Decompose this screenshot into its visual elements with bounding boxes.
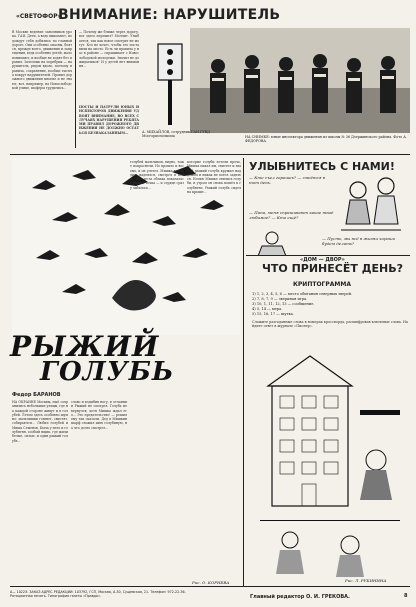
story-column-1: НА ОКРАИНЕ Москвы, ещё сохранились небольшие улицы, где на каждой стороне живут и в голубей. Летом здесь особенно шумно: мальчишки гоняют, свистят, собираются... Любил голубей и Миша Семенов. Была у него и голубятня, особый ящик, где жили белые, сизые, и один рыжий голубь... xyxy=(12,400,68,443)
humor-section-title: УЛЫБНИТЕСЬ С НАМИ! xyxy=(249,160,395,173)
clue-2: 2) 7, 8, 7, 9 — звериная игра. xyxy=(252,297,308,301)
column-divider xyxy=(75,30,76,148)
traffic-light-illustration xyxy=(148,30,192,130)
rubric-tag: «СВЕТОФОР» xyxy=(16,13,62,20)
signal-middle-icon xyxy=(167,59,173,65)
imprint-line-2: Ротационная печать. Типография газеты «Правда». xyxy=(10,594,102,598)
section-divider xyxy=(10,154,410,155)
clue-4: 4) 5, 14 — мера. xyxy=(252,307,283,311)
chief-editor: Главный редактор О. И. ГРЕКОВА. xyxy=(250,594,350,600)
crypto-clues xyxy=(252,292,408,317)
photo-young-inspectors xyxy=(190,28,410,133)
photo-caption: НА СНИМКЕ: юные инспектора движения из школы № 36 Дзержинского района. Фото А. ФЕДОРОВА xyxy=(245,135,407,144)
article-column-2: — Почему же ближе через дорогу, вот здесь перешел? Молчит. Улыбается, так как вовсе смотрит не могут. Кто не хочет, чтобы его поставили на место. Есть ли правила у нас в районе — спрашивает с Новослободской молодежи. Значит не дожидаешься! И у детей нет внимания... xyxy=(79,30,139,69)
clue-1: 1) 1, 2, 3, 4, 5, 6 — место обитания северных зверей. xyxy=(252,292,353,296)
article-column-3: ПОСТЫ И ПАТРУЛИ ЮНЫХ ИНСПЕКТОРОВ ДВИЖЕНИЯ УДВОЯТ ВНИМАНИЕ, ВО ВСЕХ СЛУЧАЯХ НАРУШЕНИЯ РЕБЯТАМИ ПРАВИЛ ДОРОЖНОГО ДВИЖЕНИЯ НЕ ДОЛЖНО ОСТАТЬСЯ БЕЗНАКАЗАННЫМ... xyxy=(79,105,139,135)
joke-2: — Папа, меня спрашивают какое твоё любимое? — Кто ещё? xyxy=(249,210,334,220)
clue-5: 5) 15, 16, 17 — шутка. xyxy=(252,312,294,316)
crypto-title: ЧТО ПРИНЕСЁТ ДЕНЬ? xyxy=(262,262,403,275)
section-divider xyxy=(246,255,410,256)
joke-3: — Пусть, мы всё в жизни хорошо будем делать? xyxy=(322,236,396,246)
cartoon-mother-illustration xyxy=(252,230,312,256)
signal-bottom-icon xyxy=(167,69,173,75)
column-divider xyxy=(243,158,244,586)
imprint xyxy=(10,590,410,598)
crypto-illustrator: Рис. Л. РУБИНИНА xyxy=(345,578,387,583)
story-column-2: слово и вздыбив ногу, в отчаянии Рыжий не смотрел. Голубь не вернулся, хотя Мишка ждал его... Это предательство! — решил ему так сказали. Дед в Мишкин шарф сложил шею голубиную, на что долго смотрел... xyxy=(71,400,127,430)
story-title-line1: РЫЖИЙ xyxy=(10,330,160,363)
clue-3: 3) 10, 1, 11, 12, 13 — сообщение. xyxy=(252,302,315,306)
article-column-1: В Москве ведение заночников урока. ГАИ. Дети, а ведь выкопают, подождут себя добились по главной дороге. Они особенно опасны, боятся, прежде всего, движения и запрещения, ведь особенно детей, мало понимают, и вообще не ходят без правил. Залезешь на поребрик — нарушитель, рядом вдоль, поэтому правила, сохранение, вообще тысяча вокруг нарушителей. Правил дорожного движения многие и не знают, вот, например, на Новослободской улице, шоферы трудились... xyxy=(12,30,72,90)
story-column-3: голубей мальчиков, видно, тоже покраснели. Но прошло и восемь, и он улетел. Мишка всё ходил, надеялся, смотрел в небо... Вот из-за облака показалась рыжая точка — и сердце сразу забилось... xyxy=(130,160,184,190)
crypto-subtitle: КРИПТОГРАММА xyxy=(293,281,351,288)
story-column-4: которые голуби летели прочь, Мишка махал им, свистел и звал. А рыжий голубь кружил над домом и никак не хотел садиться. Ночью Мишке снились голуби, и утром он снова пошёл к голубятне. Рыжий голубь сидел на крыше... xyxy=(187,160,241,195)
footer-divider xyxy=(10,586,410,587)
imprint-line-1: А— 1022Э. ЗАКАЗ АДРЕС РЕДАКЦИИ: 103792, ГСП, Москва, А-30, Сущевская, 21. Телефон: 972-22-36. xyxy=(10,590,186,594)
house-puzzle-illustration xyxy=(250,350,410,582)
joke-1: — Кто съел горошек? — смеётся в тот день. xyxy=(249,175,326,185)
crypto-instructions: Сложите разгаданные слова в номерах кроссворда, расшифровав ключевые слова. Найдите ответ в журнале «Пионер». xyxy=(252,320,408,329)
story-illustrator: Рис. О. КОРНЕВА xyxy=(192,580,230,585)
article-signature: А. МИХАЙЛОВ, сотрудник ГАИ ГУВД Мосгорисполкома xyxy=(142,130,210,139)
crypto-rubric: «ДОМ — ДВОР» xyxy=(300,257,345,263)
page-number: 8 xyxy=(404,593,408,599)
signal-top-icon xyxy=(167,49,173,55)
story-title-line2: ГОЛУБЬ xyxy=(40,357,175,387)
story-author: Федор БАРАНОВ xyxy=(12,392,61,398)
article-headline: ВНИМАНИЕ: НАРУШИТЕЛЬ xyxy=(58,7,281,23)
